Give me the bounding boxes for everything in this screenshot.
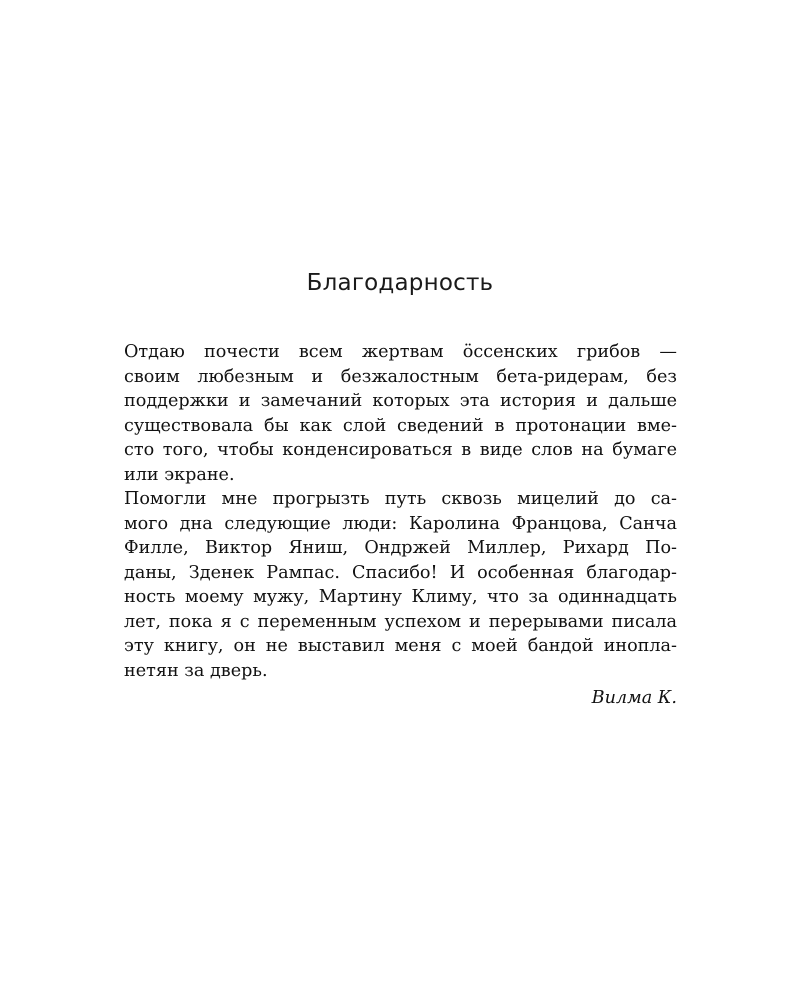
paragraph-2-line-4: даны, Зденек Рампас. Спасибо! И особенная благодар-: [124, 562, 677, 583]
author-signature: Вилма К.: [591, 688, 677, 708]
paragraph-1-line-3: поддержки и замечаний которых эта история и дальше: [124, 391, 677, 411]
paragraph-2-line-1: Помогли мне прогрызть путь сквозь мицелий до са-: [124, 489, 677, 509]
paragraph-2-line-3: Филле, Виктор Яниш, Ондржей Миллер, Рихард По-: [124, 538, 677, 558]
paragraph-1-line-5: сто того, чтобы конденсироваться в виде слов на бумаге: [124, 440, 677, 460]
paragraph-2-line-5: ность моему мужу, Мартину Климу, что за одиннадцать: [124, 587, 677, 607]
paragraph-2-line-6: лет, пока я с переменным успехом и перерывами писала: [124, 611, 677, 632]
paragraph-2-line-2: мого дна следующие люди: Каролина Францова, Санча: [124, 513, 677, 534]
page-title: Благодарность: [306, 270, 494, 296]
acknowledgements-text: [124, 340, 677, 683]
paragraph-1-line-1: Отдаю почести всем жертвам öссенских грибов —: [124, 342, 677, 362]
paragraph-1-line-2: своим любезным и безжалостным бета-ридерам, без: [124, 366, 677, 387]
paragraph-1-line-6: или экране.: [124, 464, 235, 485]
paragraph-1-line-4: существовала бы как слой сведений в протонации вме-: [124, 415, 677, 436]
paragraph-2-line-8: нетян за дверь.: [124, 660, 268, 681]
paragraph-2-line-7: эту книгу, он не выставил меня с моей бандой инопла-: [124, 636, 677, 656]
